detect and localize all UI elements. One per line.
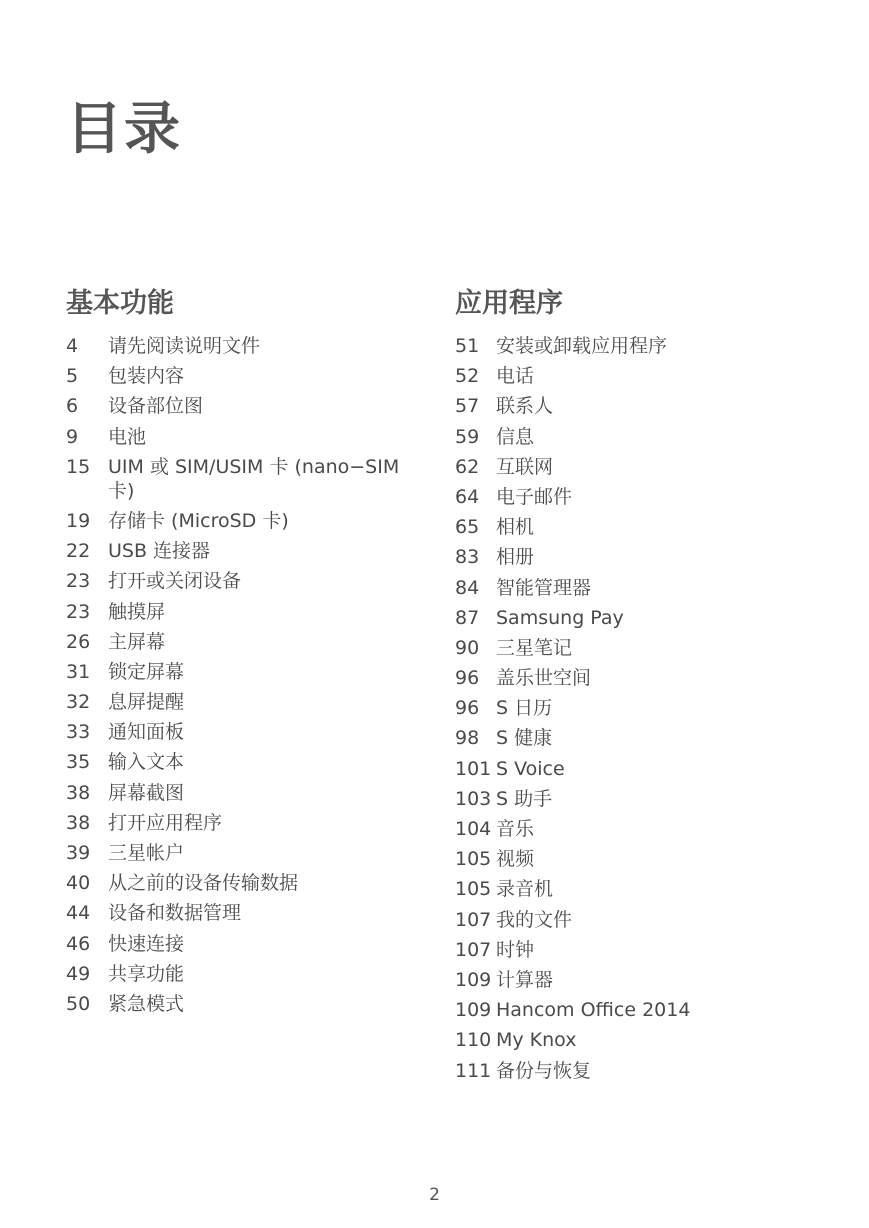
toc-entry[interactable] — [455, 576, 855, 600]
toc-entry-title: 录音机 — [496, 878, 554, 901]
toc-entry[interactable] — [455, 696, 855, 720]
toc-entry[interactable] — [455, 908, 855, 932]
toc-entry-title: 输入文本 — [108, 751, 185, 774]
toc-entry-page: 38 — [66, 781, 91, 804]
toc-entry[interactable] — [66, 509, 411, 533]
toc-entry-title: S Voice — [496, 757, 565, 780]
toc-entry-page: 107 — [455, 908, 492, 931]
toc-entry-title: 我的文件 — [496, 908, 573, 931]
toc-entry[interactable] — [66, 394, 411, 418]
toc-entry-page: 23 — [66, 570, 91, 593]
toc-entry-page: 49 — [66, 962, 91, 985]
toc-entry-title: Samsung Pay — [496, 606, 624, 629]
toc-entry-title: 电池 — [108, 425, 147, 448]
toc-entry-title: 音乐 — [496, 818, 535, 840]
toc-entry-title: 互联网 — [496, 455, 554, 478]
toc-entry-page: 46 — [66, 932, 91, 955]
toc-entry-title: 电子邮件 — [496, 485, 573, 508]
toc-entry-page: 4 — [66, 335, 79, 357]
toc-entry[interactable] — [66, 334, 411, 358]
toc-entry-page: 83 — [455, 546, 480, 569]
toc-entry[interactable] — [66, 841, 411, 865]
toc-entry[interactable] — [66, 630, 411, 654]
toc-entry-title: 快速连接 — [108, 932, 185, 955]
toc-entry[interactable] — [66, 720, 411, 744]
toc-entry[interactable] — [455, 515, 855, 539]
toc-entry[interactable] — [455, 545, 855, 569]
toc-entry-page: 105 — [455, 878, 492, 901]
toc-entry[interactable] — [66, 539, 411, 563]
toc-entry-title: 请先阅读说明文件 — [108, 335, 261, 357]
toc-entry-page: 6 — [66, 395, 79, 418]
toc-entry-page: 105 — [455, 848, 492, 871]
toc-entry-page: 64 — [455, 485, 480, 508]
toc-entry-page: 35 — [66, 751, 91, 774]
toc-entry-page: 40 — [66, 872, 91, 895]
toc-list — [455, 334, 855, 1083]
toc-entry[interactable] — [66, 871, 411, 895]
toc-entry-title: 相册 — [496, 546, 535, 569]
toc-entry-title: My Knox — [496, 1029, 577, 1052]
toc-entry-title: 设备部位图 — [108, 395, 204, 418]
toc-entry[interactable] — [455, 1059, 855, 1083]
toc-entry[interactable] — [455, 938, 855, 962]
toc-entry-page: 87 — [455, 606, 480, 629]
toc-entry-page: 22 — [66, 540, 91, 563]
toc-entry-title: 主屏幕 — [108, 630, 166, 653]
toc-entry-title: 屏幕截图 — [108, 781, 185, 804]
toc-entry[interactable] — [455, 787, 855, 811]
toc-entry-page: 44 — [66, 902, 91, 925]
toc-entry-page: 96 — [455, 667, 480, 690]
toc-entry-page: 50 — [66, 992, 91, 1015]
toc-entry[interactable] — [66, 750, 411, 774]
toc-entry-page: 26 — [66, 630, 91, 653]
toc-entry[interactable] — [66, 569, 411, 593]
toc-entry-title: S 助手 — [496, 787, 553, 810]
toc-entry-page: 103 — [455, 787, 492, 810]
toc-entry[interactable] — [66, 962, 411, 986]
toc-entry-title: Hancom Office 2014 — [496, 999, 691, 1022]
toc-entry-title: 存储卡 (MicroSD 卡) — [108, 509, 289, 532]
toc-entry-page: 15 — [66, 455, 91, 478]
toc-entry-page: 65 — [455, 516, 480, 539]
toc-entry-page: 38 — [66, 811, 91, 834]
toc-entry-page: 62 — [455, 455, 480, 478]
toc-entry-page: 5 — [66, 365, 79, 388]
toc-entry-title: 紧急模式 — [108, 992, 185, 1015]
toc-entry[interactable] — [455, 606, 855, 630]
toc-entry-title: USB 连接器 — [108, 540, 211, 563]
toc-entry-page: 110 — [455, 1029, 492, 1052]
toc-entry-title: 通知面板 — [108, 721, 185, 744]
toc-entry[interactable] — [455, 968, 855, 992]
toc-entry[interactable] — [66, 992, 411, 1016]
toc-entry-title: 触摸屏 — [108, 600, 166, 623]
toc-entry-title: 时钟 — [496, 938, 535, 961]
section-heading: 基本功能 — [66, 288, 174, 319]
toc-entry-page: 109 — [455, 968, 492, 991]
toc-entry[interactable] — [455, 757, 855, 781]
toc-entry[interactable] — [66, 600, 411, 624]
toc-entry-page: 23 — [66, 600, 91, 623]
toc-entry[interactable] — [455, 485, 855, 509]
toc-entry-title: 视频 — [496, 848, 535, 871]
toc-entry-title: 共享功能 — [108, 962, 185, 985]
toc-entry-page: 109 — [455, 999, 492, 1022]
toc-entry-title: 锁定屏幕 — [108, 660, 185, 683]
toc-entry[interactable] — [455, 394, 855, 418]
toc-entry[interactable] — [66, 811, 411, 835]
toc-entry-title: 智能管理器 — [496, 576, 592, 599]
toc-entry[interactable] — [66, 901, 411, 925]
toc-entry-title: 备份与恢复 — [496, 1059, 592, 1082]
toc-entry[interactable] — [66, 932, 411, 956]
toc-section-applications — [455, 284, 855, 1089]
toc-entry-page: 90 — [455, 636, 480, 659]
toc-list — [66, 334, 411, 1016]
toc-entry-page: 51 — [455, 335, 480, 357]
toc-entry-title: 计算器 — [496, 968, 554, 991]
toc-entry[interactable] — [455, 636, 855, 660]
toc-entry-page: 19 — [66, 509, 91, 532]
page-title: 目录 — [66, 97, 182, 162]
toc-entry-title: 联系人 — [496, 395, 554, 418]
toc-entry-title: 三星笔记 — [496, 636, 573, 659]
toc-entry-title: 打开应用程序 — [108, 811, 223, 834]
section-heading: 应用程序 — [455, 288, 563, 319]
toc-entry-page: 96 — [455, 697, 480, 720]
toc-entry[interactable] — [66, 660, 411, 684]
toc-entry-page: 52 — [455, 365, 480, 388]
toc-entry[interactable] — [66, 781, 411, 805]
toc-entry-page: 57 — [455, 395, 480, 418]
toc-entry[interactable] — [455, 425, 855, 449]
toc-entry-title: S 日历 — [496, 697, 553, 720]
toc-entry-title: 安装或卸载应用程序 — [496, 335, 668, 357]
toc-entry-title: 息屏提醒 — [108, 691, 185, 714]
toc-entry[interactable] — [455, 364, 855, 388]
toc-entry[interactable] — [66, 690, 411, 714]
toc-entry[interactable] — [66, 364, 411, 388]
toc-entry-title: UIM 或 SIM/USIM 卡 (nano−SIM 卡) — [108, 455, 400, 502]
toc-entry[interactable] — [455, 1028, 855, 1052]
toc-entry-title: 相机 — [496, 516, 535, 539]
toc-entry[interactable] — [455, 817, 855, 841]
toc-entry-title: S 健康 — [496, 727, 553, 750]
toc-entry-title: 三星帐户 — [108, 842, 185, 864]
toc-entry[interactable] — [455, 726, 855, 750]
toc-entry-title: 电话 — [496, 365, 535, 388]
toc-entry-title: 打开或关闭设备 — [108, 570, 242, 593]
toc-entry[interactable] — [66, 425, 411, 449]
toc-entry-page: 98 — [455, 727, 480, 750]
toc-entry[interactable] — [455, 877, 855, 901]
toc-entry-page: 104 — [455, 818, 492, 840]
toc-entry-page: 32 — [66, 691, 91, 714]
toc-entry-title: 从之前的设备传输数据 — [108, 872, 299, 895]
toc-entry[interactable] — [66, 455, 411, 503]
toc-entry-page: 84 — [455, 576, 480, 599]
toc-entry-title: 包装内容 — [108, 365, 185, 388]
page-number: 2 — [429, 1185, 440, 1205]
toc-entry-page: 39 — [66, 842, 91, 864]
toc-entry-page: 9 — [66, 425, 79, 448]
toc-entry-page: 59 — [455, 425, 480, 448]
toc-entry[interactable] — [455, 334, 855, 358]
toc-entry-title: 信息 — [496, 425, 535, 448]
toc-entry[interactable] — [455, 455, 855, 479]
toc-entry-page: 107 — [455, 938, 492, 961]
toc-entry-title: 盖乐世空间 — [496, 667, 592, 690]
toc-entry-page: 101 — [455, 757, 492, 780]
toc-entry-page: 111 — [455, 1059, 492, 1082]
toc-entry[interactable] — [455, 847, 855, 871]
toc-section-basic-functions — [66, 284, 411, 1022]
toc-entry-page: 31 — [66, 660, 91, 683]
toc-entry-page: 33 — [66, 721, 91, 744]
toc-entry-title: 设备和数据管理 — [108, 902, 242, 925]
toc-entry[interactable] — [455, 666, 855, 690]
toc-entry[interactable] — [455, 998, 855, 1022]
